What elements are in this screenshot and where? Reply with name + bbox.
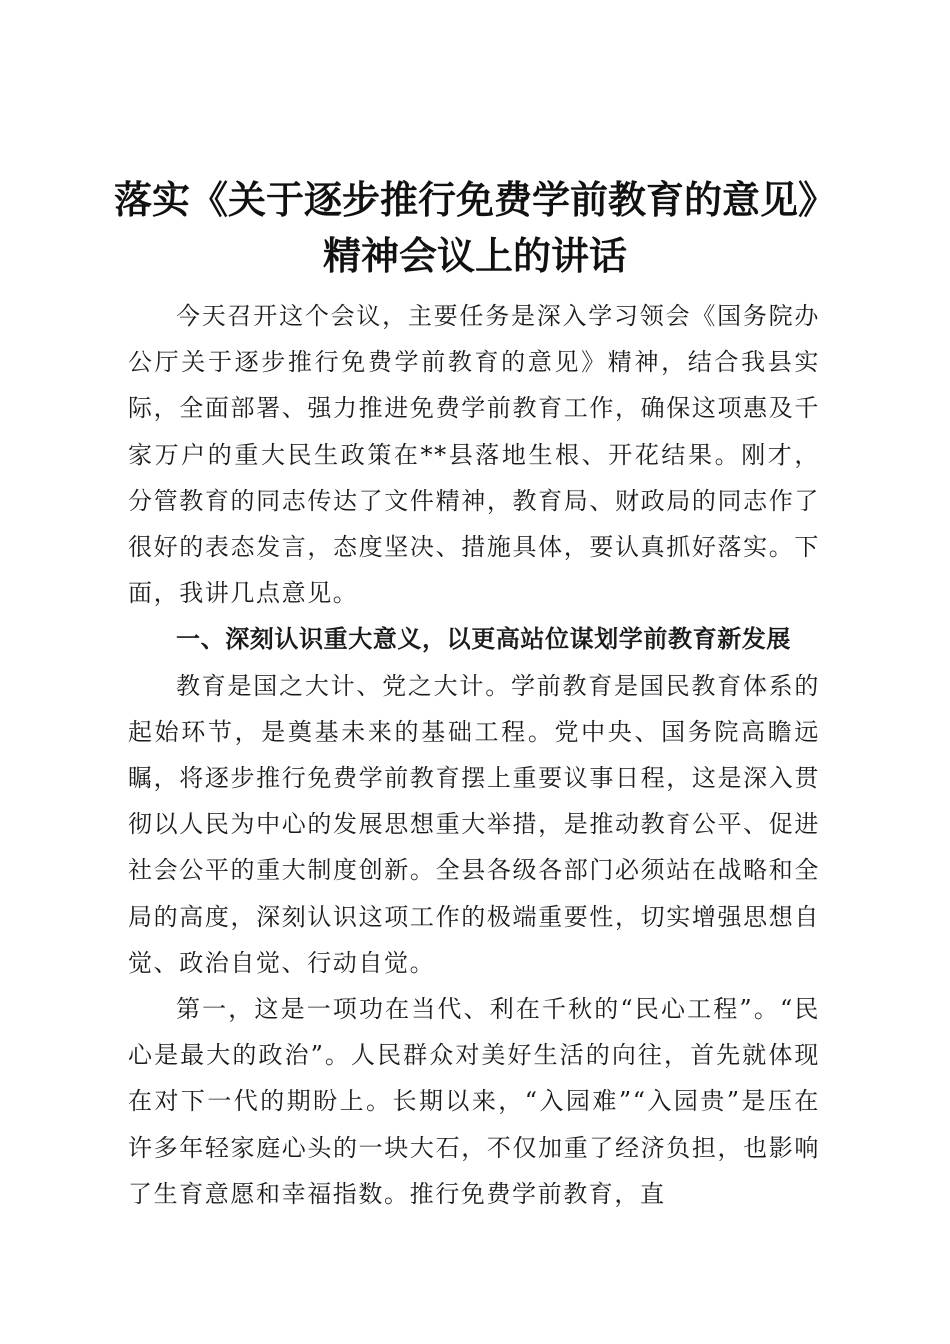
document-body [128,293,820,1217]
section-heading-1: 一、深刻认识重大意义，以更高站位谋划学前教育新发展 [176,625,791,654]
paragraph-first-point: 第一，这是一项功在当代、利在千秋的“民心工程”。“民心是最大的政治”。人民群众对美好生活的向往，首先就体现在对下一代的期盼上。长期以来，“入园难”“入园贵”是压在许多年轻家庭心头的一块大石，不仅加重了经济负担，也影响了生育意愿和幸福指数。推行免费学前教育，直 [128,995,820,1208]
paragraph-significance: 教育是国之大计、党之大计。学前教育是国民教育体系的起始环节，是奠基未来的基础工程。党中央、国务院高瞻远瞩，将逐步推行免费学前教育摆上重要议事日程，这是深入贯彻以人民为中心的发展思想重大举措，是推动教育公平、促进社会公平的重大制度创新。全县各级各部门必须站在战略和全局的高度，深刻认识这项工作的极端重要性，切实增强思想自觉、政治自觉、行动自觉。 [128,671,820,977]
document-title: 落实《关于逐步推行免费学前教育的意见》精神会议上的讲话 [113,177,836,278]
paragraph-opening: 今天召开这个会议，主要任务是深入学习领会《国务院办公厅关于逐步推行免费学前教育的意见》精神，结合我县实际，全面部署、强力推进免费学前教育工作，确保这项惠及千家万户的重大民生政策在**县落地生根、开花结果。刚才，分管教育的同志传达了文件精神，教育局、财政局的同志作了很好的表态发言，态度坚决、措施具体，要认真抓好落实。下面，我讲几点意见。 [128,302,820,608]
